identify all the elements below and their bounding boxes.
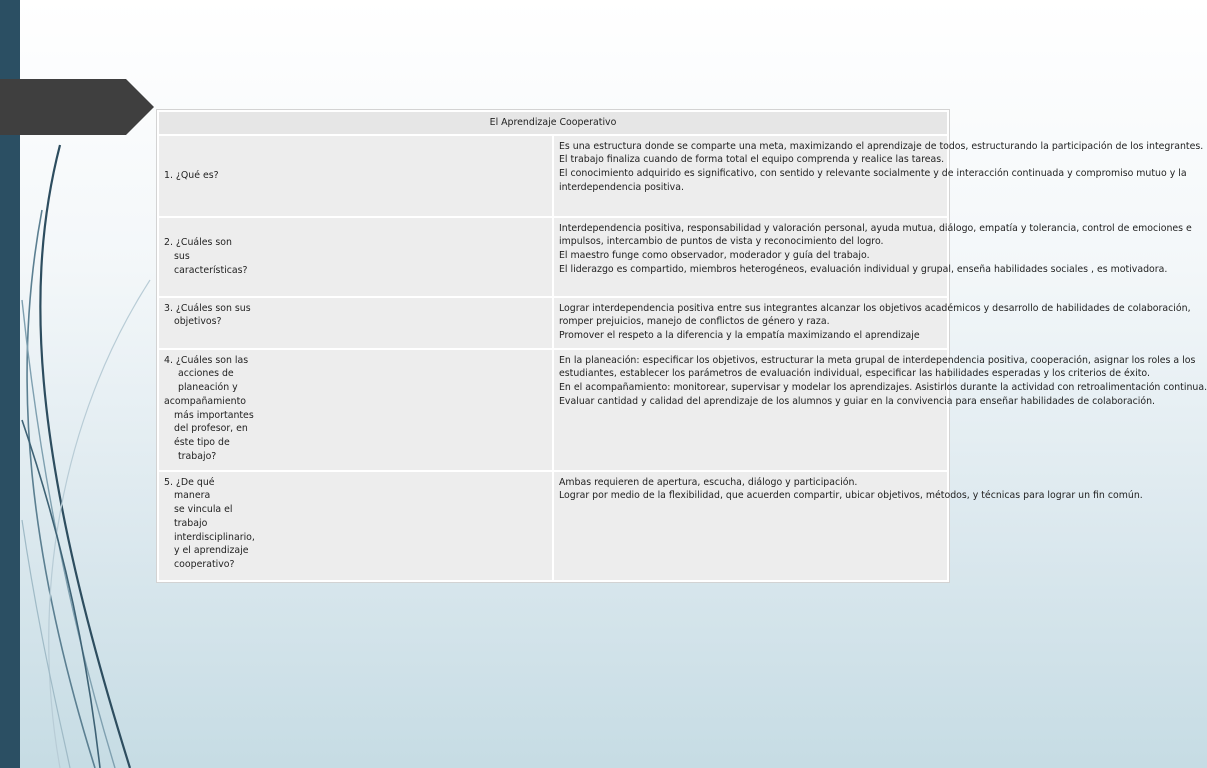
table-row [158,297,948,349]
answer-cell: Es una estructura donde se comparte una meta, maximizando el aprendizaje de todos, estructurando la participación de los integrantes. El trabajo finaliza cuando de forma total el equipo comprenda y realice las tareas. El conocimiento adquirido es significativo, con sentido y relevante socialmente y de interacción continuada y compromiso mutuo y la interdependencia positiva. [553,135,948,217]
table-row [158,135,948,217]
answer-cell: Ambas requieren de apertura, escucha, diálogo y participación. Lograr por medio de la flexibilidad, que acuerden compartir, ubicar objetivos, métodos, y técnicas para lograr un fin común. [553,471,948,581]
question-cell: 3. ¿Cuáles son sus objetivos? [158,297,553,349]
title-arrow-tab [0,79,154,135]
question-cell: 2. ¿Cuáles son sus características? [158,217,553,297]
table-row [158,217,948,297]
cooperative-learning-table [156,109,1207,583]
question-cell: 4. ¿Cuáles son las acciones de planeación y acompañamiento más importantes del profesor, en éste tipo de trabajo? [158,349,553,471]
answer-cell: Interdependencia positiva, responsabilidad y valoración personal, ayuda mutua, diálogo, empatía y tolerancia, control de emociones e impulsos, intercambio de puntos de vista y reconocimiento del logro. El maestro funge como observador, moderador y guía del trabajo. El liderazgo es compartido, miembros heterogéneos, evaluación individual y grupal, enseña habilidades sociales , es motivadora. [553,217,948,297]
answer-cell: En la planeación: especificar los objetivos, estructurar la meta grupal de interdependencia positiva, cooperación, asignar los roles a los estudiantes, establecer los parámetros de evaluación individual, especificar las habilidades esperadas y los criterios de éxito. En el acompañamiento: monitorear, supervisar y modelar los aprendizajes. Asistirlos durante la actividad con retroalimentación continua. Evaluar cantidad y calidad del aprendizaje de los alumnos y guiar en la convivencia para enseñar habilidades de colaboración. [553,349,948,471]
question-cell: 1. ¿Qué es? [158,135,553,217]
question-cell: 5. ¿De qué manera se vincula el trabajo interdisciplinario, y el aprendizaje cooperativo? [158,471,553,581]
table-row [158,471,948,581]
table-title: El Aprendizaje Cooperativo [158,111,948,135]
table-row [158,349,948,471]
answer-cell: Lograr interdependencia positiva entre sus integrantes alcanzar los objetivos académicos y desarrollo de habilidades de colaboración, romper prejuicios, manejo de conflictos de género y raza. Promover el respeto a la diferencia y la empatía maximizando el aprendizaje [553,297,948,349]
